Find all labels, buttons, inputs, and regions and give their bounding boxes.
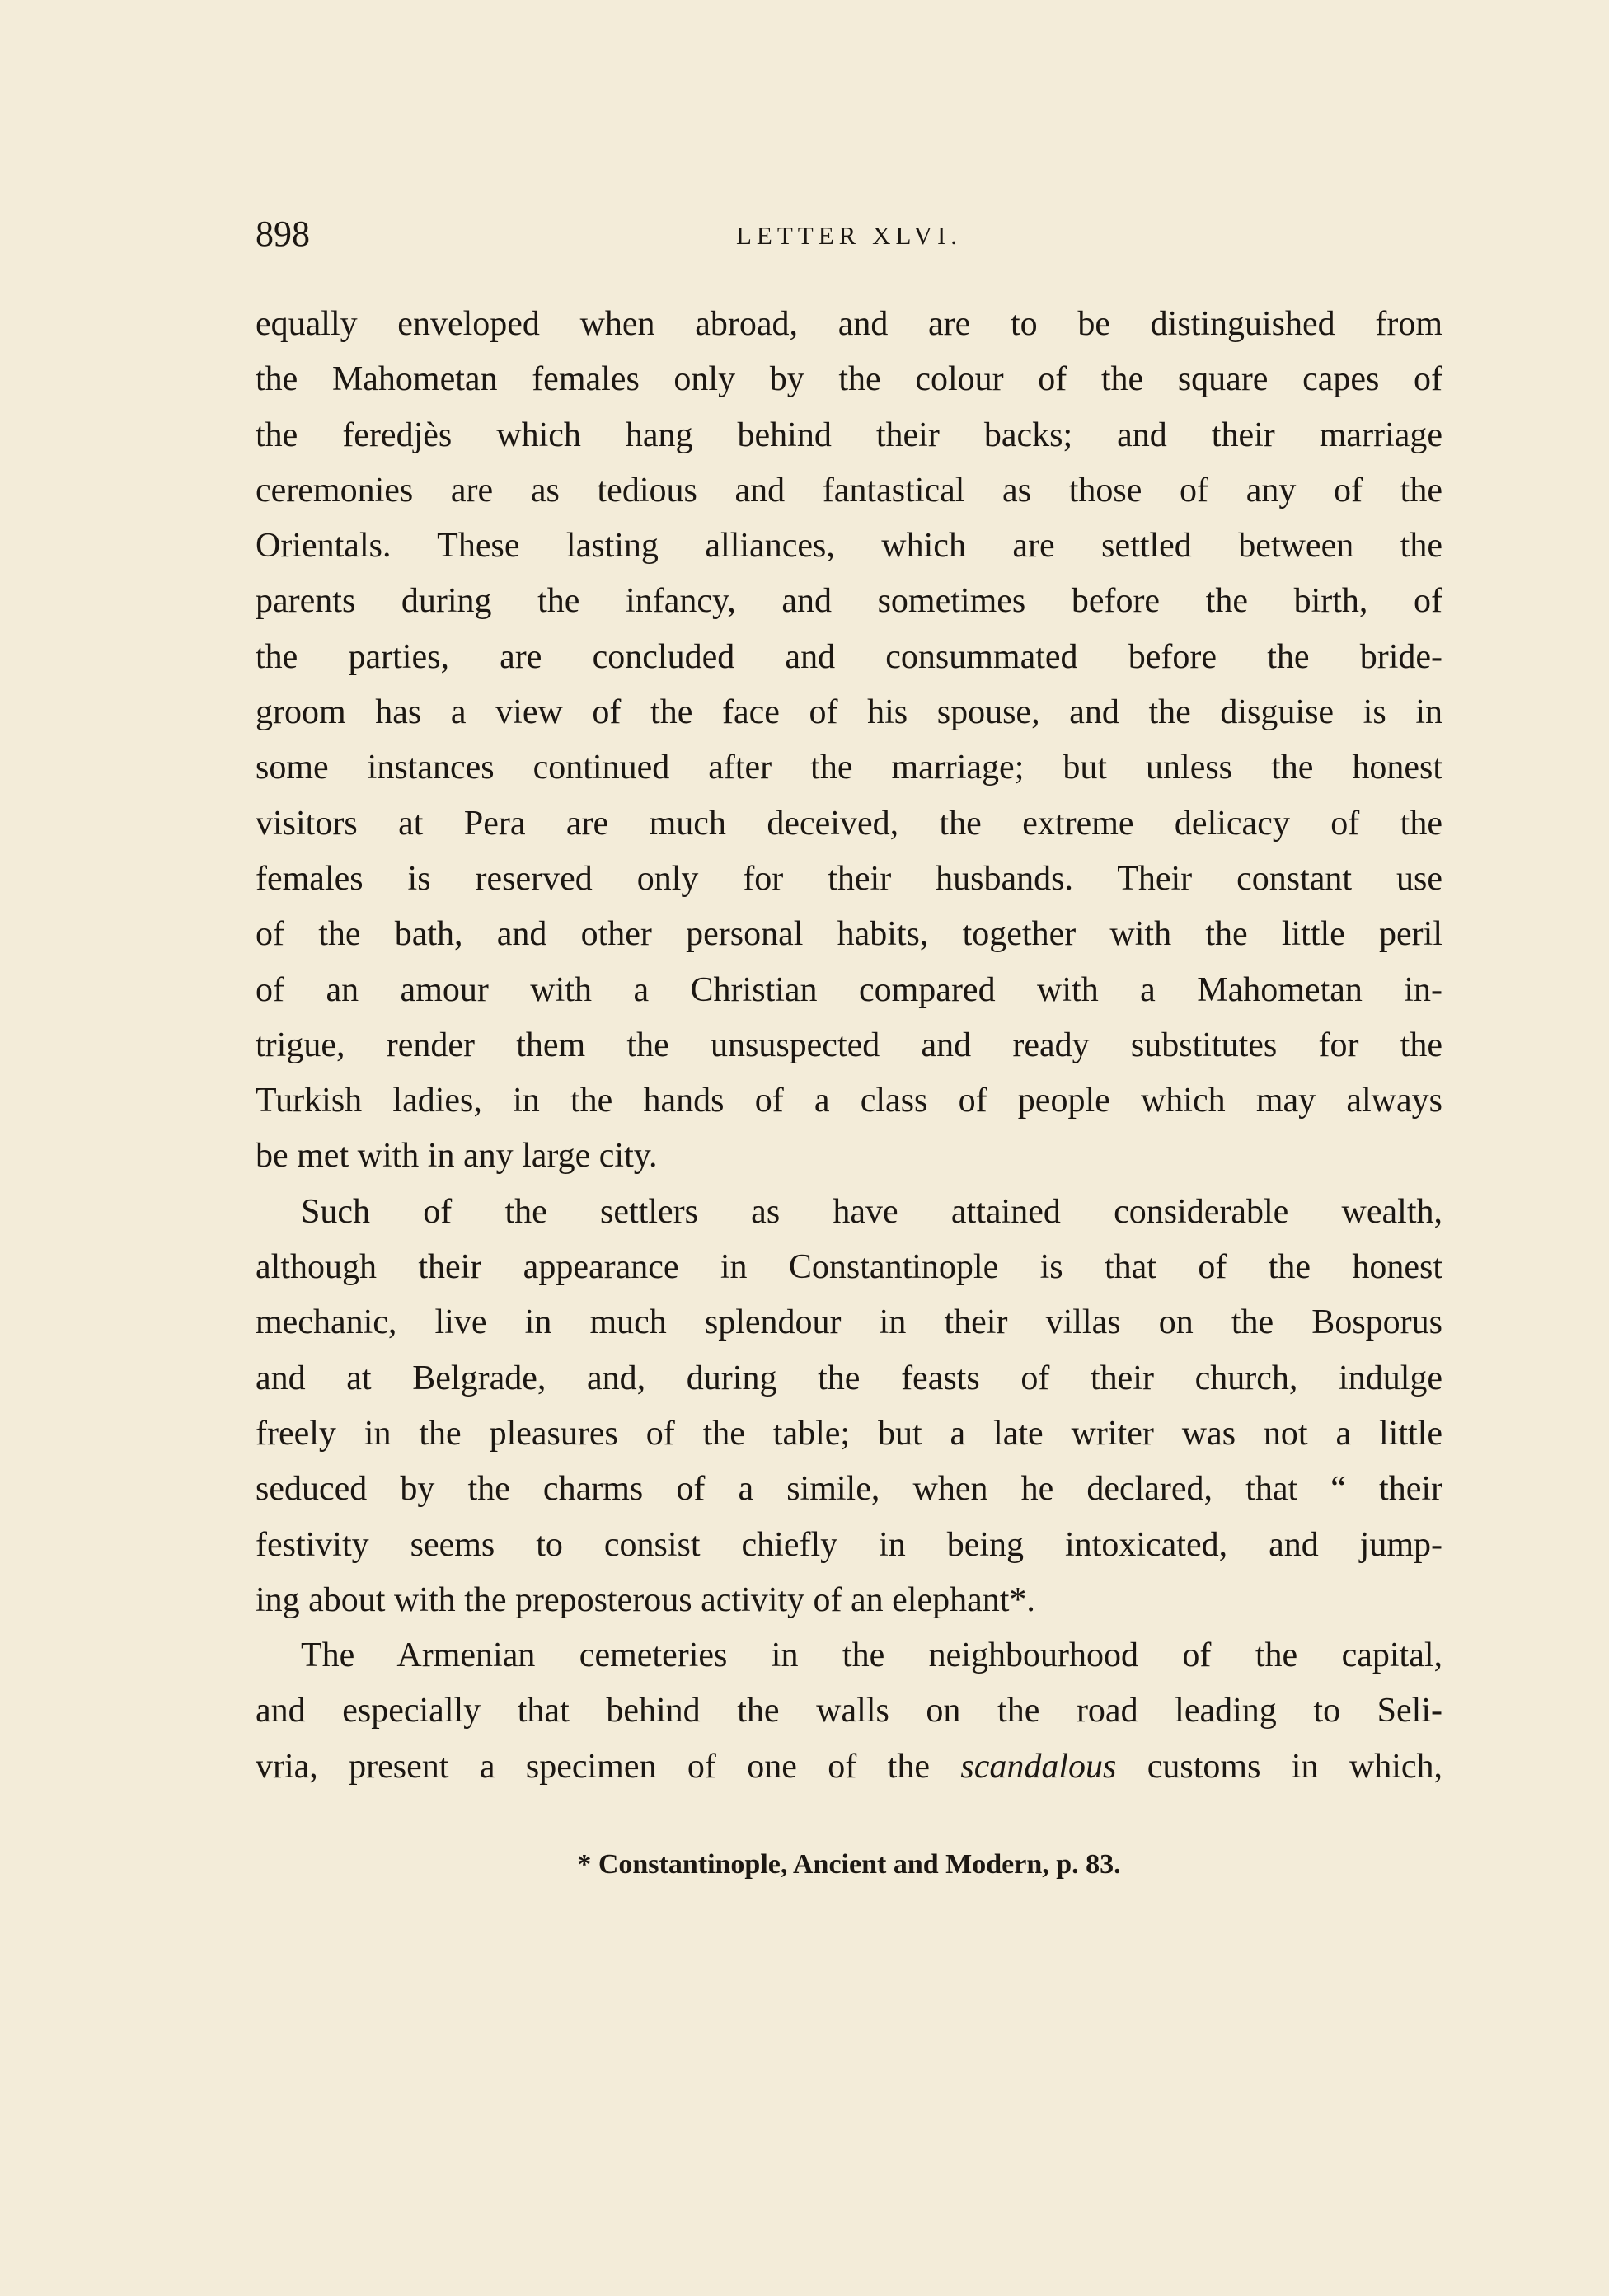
text-line: Turkish ladies, in the hands of a class of people which may always xyxy=(256,1082,1442,1120)
text-line: ing about with the preposterous activity of an elephant*. xyxy=(256,1580,1035,1619)
running-head: LETTER XLVI. xyxy=(735,221,963,250)
text-line: Such of the settlers as have attained considerable wealth, xyxy=(301,1192,1442,1231)
text-line: parents during the infancy, and sometimes before the birth, of xyxy=(256,582,1442,621)
text-line: The Armenian cemeteries in the neighbourhood of the capital, xyxy=(301,1636,1442,1675)
page-number: 898 xyxy=(256,214,310,254)
text-line: the Mahometan females only by the colour of the square capes of xyxy=(256,360,1442,399)
page-header xyxy=(256,213,1442,262)
text-line: be met with in any large city. xyxy=(256,1137,658,1176)
text-segment: vria, present a specimen of one of the xyxy=(256,1747,961,1786)
text-line: the parties, are concluded and consummated before the bride- xyxy=(256,637,1442,676)
text-line: although their appearance in Constantinople is that of the honest xyxy=(256,1248,1442,1287)
footnote xyxy=(256,1849,1442,1880)
text-line-final xyxy=(256,1740,1442,1795)
text-line: the feredjès which hang behind their backs; and their marriage xyxy=(256,416,1442,454)
text-line: mechanic, live in much splendour in their villas on the Bosporus xyxy=(256,1303,1442,1342)
text-line: some instances continued after the marriage; but unless the honest xyxy=(256,749,1442,787)
footnote-text: * Constantinople, Ancient and Modern, p. 83. xyxy=(577,1849,1121,1880)
text-line: of an amour with a Christian compared with a Mahometan in- xyxy=(256,970,1442,1009)
text-line: and especially that behind the walls on the road leading to Seli- xyxy=(256,1692,1442,1730)
text-line: and at Belgrade, and, during the feasts of their church, indulge xyxy=(256,1359,1442,1397)
text-line: equally enveloped when abroad, and are to be distinguished from xyxy=(256,305,1442,343)
text-line: of the bath, and other personal habits, together with the little peril xyxy=(256,915,1442,954)
text-line: festivity seems to consist chiefly in being intoxicated, and jump- xyxy=(256,1525,1442,1564)
text-line: Orientals. These lasting alliances, which are settled between the xyxy=(256,527,1442,566)
text-segment: customs in which, xyxy=(1116,1747,1442,1786)
body-text xyxy=(256,297,1442,1795)
text-line: freely in the pleasures of the table; but a late writer was not a little xyxy=(256,1414,1442,1453)
text-line: ceremonies are as tedious and fantastical as those of any of the xyxy=(256,471,1442,509)
text-line: visitors at Pera are much deceived, the extreme delicacy of the xyxy=(256,804,1442,843)
text-line: groom has a view of the face of his spouse, and the disguise is in xyxy=(256,693,1442,732)
text-line: females is reserved only for their husbands. Their constant use xyxy=(256,859,1442,898)
text-line: seduced by the charms of a simile, when he declared, that “ their xyxy=(256,1470,1442,1509)
text-line: trigue, render them the unsuspected and ready substitutes for the xyxy=(256,1026,1442,1064)
italic-word: scandalous xyxy=(960,1747,1117,1786)
